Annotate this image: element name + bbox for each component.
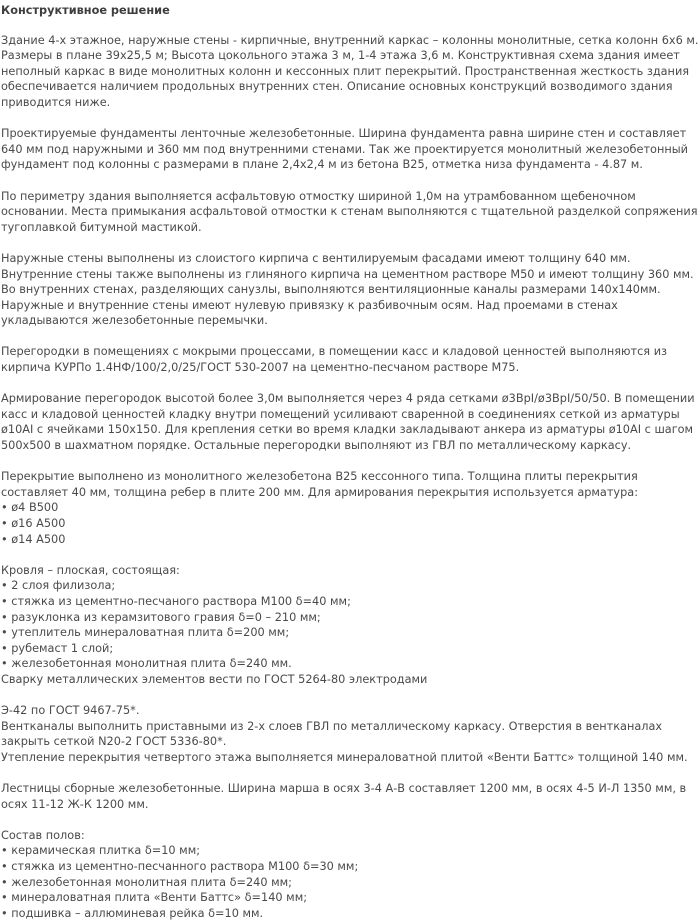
list-item: • железобетонная монолитная плита δ=240 мм; (1, 875, 699, 891)
list-item: • ø16 А500 (1, 516, 699, 532)
list-item: • стяжка из цементно-песчаного раствора М100 δ=40 мм; (1, 594, 699, 610)
list-item: • минераловатная плита «Венти Баттс» δ=140 мм; (1, 890, 699, 906)
list-item: • рубемаст 1 слой; (1, 641, 699, 657)
list-item: • разуклонка из керамзитового гравия δ=0 – 210 мм; (1, 610, 699, 626)
rebar-list (1, 500, 699, 547)
list-item: • керамическая плитка δ=10 мм; (1, 843, 699, 859)
list-item: • 2 слоя филизола; (1, 578, 699, 594)
paragraph-partitions: Перегородки в помещениях с мокрыми процессами, в помещении касс и кладовой ценностей выполняются из кирпича КУРПо 1.4НФ/100/2,0/25/ГОСТ 530-2007 на цементно-песчаном растворе М75. (1, 345, 668, 375)
floors-heading: Состав полов: (1, 828, 85, 842)
list-item: • ø14 А500 (1, 532, 699, 548)
paragraph-blind-area: По периметру здания выполняется асфальтовую отмостку шириной 1,0м на утрамбованном щебеночном основании. Места примыкания асфальтовой отмостки к стенам выполняются с тщательной разделкой сопряжения тугоплавкой битумной мастикой. (1, 189, 698, 234)
paragraph-floor-slab: Перекрытие выполнено из монолитного железобетона В25 кессонного типа. Толщина плиты перекрытия составляет 40 мм, толщина ребер в плите 200 мм. Для армирования перекрытия используется арматура: (1, 470, 639, 499)
floor-layers-list (1, 843, 699, 921)
roof-layers-list (1, 578, 699, 672)
section-title: Конструктивное решение (1, 4, 170, 17)
roof-heading: Кровля – плоская, состоящая: (1, 563, 180, 577)
list-item: • стяжка из цементно-песчанного раствора М100 δ=30 мм; (1, 859, 699, 875)
list-item: • утеплитель минераловатная плита δ=200 мм; (1, 625, 699, 641)
list-item: • ø4 В500 (1, 500, 699, 516)
paragraph-walls: Наружные стены выполнены из слоистого кирпича с вентилируемым фасадами имеют толщину 640 мм. Внутренние стены также выполнены из глиняного кирпича на цементном растворе М50 и имеют толщину 360 мм. Во внутренних стенах, разделяющих санузлы, выполняются вентиляционные каналы размерами 140х140мм. Наружные и внутренние стены имеют нулевую привязку к разбивочным осям. Над проемами в стенах укладываются железобетонные перемычки. (1, 251, 694, 328)
paragraph-stairs: Лестницы сборные железобетонные. Ширина марша в осях 3-4 А-В составляет 1200 мм, в осях 4-5 И-Л 1350 мм, в осях 11-12 Ж-К 1200 мм. (1, 782, 687, 811)
paragraph-reinforcement: Армирование перегородок высотой более 3,0м выполняется через 4 ряда сетками ø3ВрI/ø3ВрI/50/50. В помещении касс и кладовой ценностей кладку внутри помещений усиливают сваренной в соединениях сеткой из арматуры ø10АI с ячейками 150х150. Для крепления сетки во время кладки закладывают анкера из арматуры ø10АI с шагом 500х500 в шахматном порядке. Остальные перегородки выполняют из ГВЛ по металлическому каркасу. (1, 392, 695, 453)
paragraph-welding: Сварку металлических элементов вести по ГОСТ 5264-80 электродами (1, 672, 428, 686)
paragraph-building-overview: Здание 4-х этажное, наружные стены - кирпичные, внутренний каркас – колонны монолитные, сетка колонн 6х6 м. Размеры в плане 39х25,5 м; Высота цокольного этажа 3 м, 1-4 этажа 3,6 м. Конструктивная схема здания имеет неполный каркас в виде монолитных колонн и кессонных плит перекрытий. Пространственная жесткость здания обеспечивается наличием продольных внутренних стен. Описание основных конструкций возводимого здания приводится ниже. (1, 33, 699, 109)
paragraph-foundations: Проектируемые фундаменты ленточные железобетонные. Ширина фундамента равна ширине стен и составляет 640 мм под наружными и 360 мм под внутренними стенами. Так же проектируется монолитный железобетонный фундамент под колонны с размерами в плане 2,4х2,4 м из бетона В25, отметка низа фундамента - 4.87 м. (1, 127, 688, 172)
list-item: • подшивка – аллюминевая рейка δ=10 мм. (1, 906, 699, 921)
list-item: • железобетонная монолитная плита δ=240 мм. (1, 656, 699, 672)
paragraph-ventilation: Э-42 по ГОСТ 9467-75*. Вентканалы выполнить приставными из 2-х слоев ГВЛ по металлическому каркасу. Отверстия в вентканалах закрыть сеткой N20-2 ГОСТ 5336-80*. Утепление перекрытия четвертого этажа выполняется минераловатной плитой «Венти Баттс» толщиной 140 мм. (1, 704, 688, 764)
